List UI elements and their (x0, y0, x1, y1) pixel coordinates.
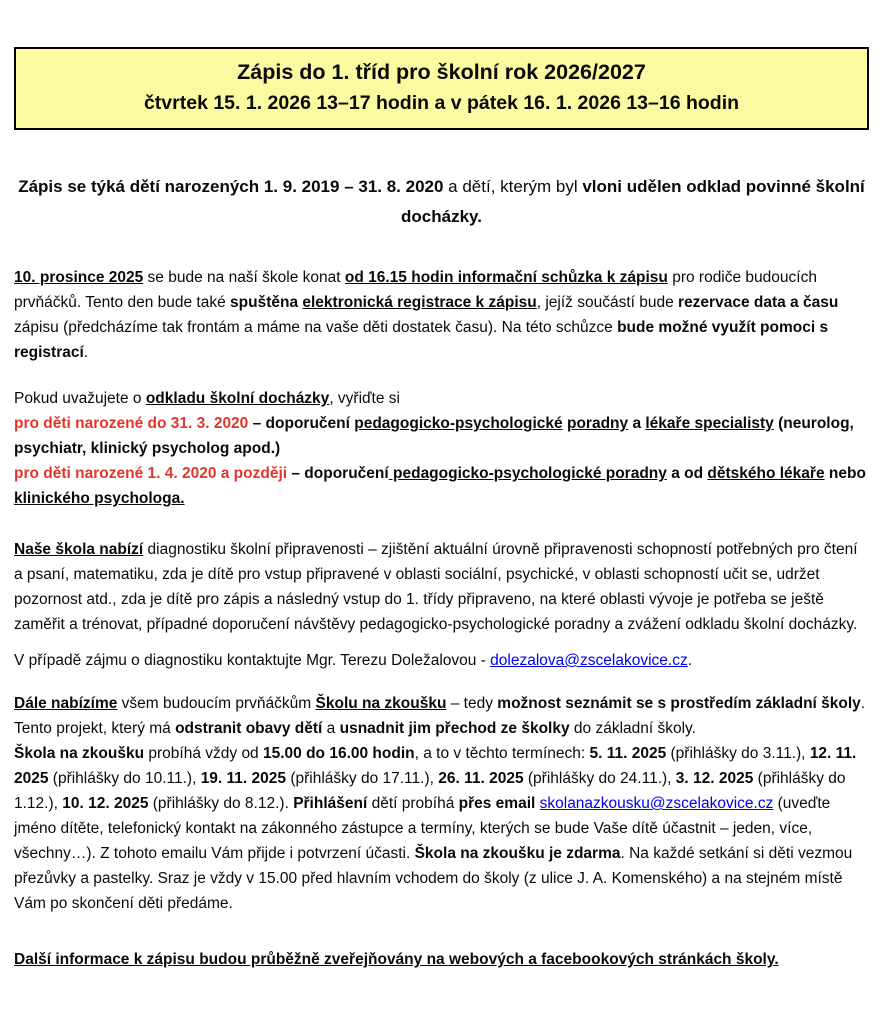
text-run: odkladu školní docházky (145, 390, 330, 407)
text-run: 26. 11. 2025 (438, 770, 524, 787)
text-run: , jejíž součástí bude (536, 294, 679, 311)
text-run: 5. 11. 2025 (589, 745, 667, 762)
text-run: . Na každé setkání si děti vezmou přezůvky a pastelky. Sraz je vždy v 15.00 před hlavním vchodem do školy (z ulice J. A. Komenského) a na stejném místě Vám po skončení děti předáme. (14, 845, 853, 912)
text-run: nebo (824, 465, 866, 482)
text-run: – tedy (446, 695, 498, 712)
text-run: Škola na zkoušku je zdarma (414, 845, 621, 862)
text-run: , a to v těchto termínech: (414, 745, 590, 762)
text-run: probíhá vždy od (144, 745, 263, 762)
text-run: diagnostiku školní připravenosti – zjištění aktuální úrovně připravenosti schopností potřebných pro čtení a psaní, matematiku, zda je dítě pro vstup připravené v oblasti sociální, psychické, v oblasti schopností učit se, udržet pozornost atd., zda je dítě pro zápis a následný vstup do 1. třídy připraveno, na které oblasti vývoje je potřeba se ještě zaměřit a trénovat, případné doporučení návštěvy pedagogicko-psychologické poradny a zvážení odkladu školní docházky. (14, 541, 858, 633)
text-run: Naše škola nabízí (14, 541, 144, 558)
header-title-line2: čtvrtek 15. 1. 2026 13–17 hodin a v pátek 16. 1. 2026 13–16 hodin (143, 92, 740, 114)
text-run: Pokud uvažujete o (14, 390, 146, 407)
paragraph-postponement-instructions (14, 386, 869, 511)
text-run: pro děti narozené 1. 4. 2020 a později (14, 465, 292, 482)
text-run: Škola na zkoušku (14, 745, 145, 762)
text-run: od 16.15 hodin informační schůzka k zápisu (344, 269, 668, 286)
text-run: usnadnit jim přechod ze školky (339, 720, 570, 737)
text-run: pedagogicko-psychologické poradny (388, 465, 667, 482)
text-run: (neurolog, psychiatr, klinický psycholog apod.) (14, 415, 854, 457)
header-title-line1: Zápis do 1. tříd pro školní rok 2026/2027 (237, 60, 646, 84)
paragraph-footer-note (14, 947, 869, 972)
text-run: dětského lékaře (707, 465, 825, 482)
text-run: (přihlášky do 10.11.), (48, 770, 201, 787)
text-run: , vyřiďte si (329, 390, 400, 407)
text-run: (přihlášky do 3.11.), (666, 745, 810, 762)
text-run: V případě zájmu o diagnostiku kontaktujte Mgr. Terezu Doležalovou - (14, 652, 491, 669)
text-run: Školu na zkoušku (315, 695, 447, 712)
text-run: a od (666, 465, 708, 482)
text-run: spuštěna (230, 294, 303, 311)
text-run: . (687, 652, 693, 669)
text-run: . Tento projekt, který má (14, 695, 866, 737)
text-run: odstranit obavy dětí (175, 720, 323, 737)
text-run: dětí probíhá (367, 795, 459, 812)
text-run: Zápis se týká dětí narozených 1. 9. 2019 – 31. 8. 2020 (18, 177, 444, 196)
text-run: – doporučení (252, 415, 355, 432)
text-run: pro rodiče budoucích prvňáčků. Tento den bude také (14, 269, 817, 311)
paragraph-diagnostics-offer (14, 537, 869, 637)
email-link[interactable]: skolanazkousku@zscelakovice.cz (539, 795, 774, 812)
text-run: a (322, 720, 340, 737)
text-run: se bude na naší škole konat (143, 269, 345, 286)
text-run: možnost seznámit se s prostředím základní školy (497, 695, 861, 712)
text-run: Dále nabízíme (14, 695, 118, 712)
text-run: pro děti narozené do 31. 3. 2020 (14, 415, 253, 432)
text-run: 15.00 do 16.00 hodin (263, 745, 415, 762)
text-run: do základní školy. (569, 720, 696, 737)
paragraph-intro (14, 172, 869, 232)
text-run: bude možné využít pomoci s registrací (14, 319, 829, 361)
text-run: všem budoucím prvňáčkům (117, 695, 316, 712)
text-run: 12. 11. 2025 (14, 745, 857, 787)
text-run: Přihlášení (293, 795, 368, 812)
text-run: 19. 11. 2025 (200, 770, 287, 787)
text-run: (přihlášky do 1.12.), (14, 770, 846, 812)
paragraph-diagnostics-contact (14, 648, 869, 673)
paragraph-school-trial-details (14, 741, 869, 916)
text-run: 10. prosince 2025 (14, 269, 144, 286)
text-run: Další informace k zápisu budou průběžně zveřejňovány na webových a facebookových stránkách školy. (14, 951, 779, 968)
text-run: – doporučení (291, 465, 389, 482)
text-run: a dětí, kterým byl (443, 177, 583, 196)
text-run: zápisu (předcházíme tak frontám a máme na vaše děti dostatek času). Na této schůzce (14, 319, 618, 336)
text-run: (přihlášky do 8.12.). (148, 795, 294, 812)
text-run: (přihlášky do 24.11.), (523, 770, 676, 787)
email-link[interactable]: dolezalova@zscelakovice.cz (490, 652, 688, 669)
text-run: 10. 12. 2025 (62, 795, 149, 812)
text-run: (přihlášky do 17.11.), (286, 770, 439, 787)
paragraph-school-trial-intro (14, 691, 869, 741)
paragraph-meeting-info (14, 265, 869, 365)
text-run: poradny (566, 415, 629, 432)
text-run: rezervace data a času (678, 294, 839, 311)
text-run: 3. 12. 2025 (675, 770, 754, 787)
text-run: klinického psychologa. (14, 490, 185, 507)
text-run: . (83, 344, 89, 361)
text-run: přes email (458, 795, 536, 812)
text-run: (uveďte jméno dítěte, telefonický kontakt na zákonného zástupce a termíny, kterých se bude Vaše dítě účastnit – jeden, více, všechny…). Z tohoto emailu Vám přijde i potvrzení účasti. (14, 795, 831, 862)
header-banner (14, 47, 869, 130)
text-run: a (628, 415, 646, 432)
text-run: elektronická registrace k zápisu (302, 294, 537, 311)
text-run: lékaře specialisty (645, 415, 774, 432)
text-run: pedagogicko-psychologické (354, 415, 563, 432)
text-run: vloni udělen odklad povinné školní docházky. (401, 177, 865, 226)
